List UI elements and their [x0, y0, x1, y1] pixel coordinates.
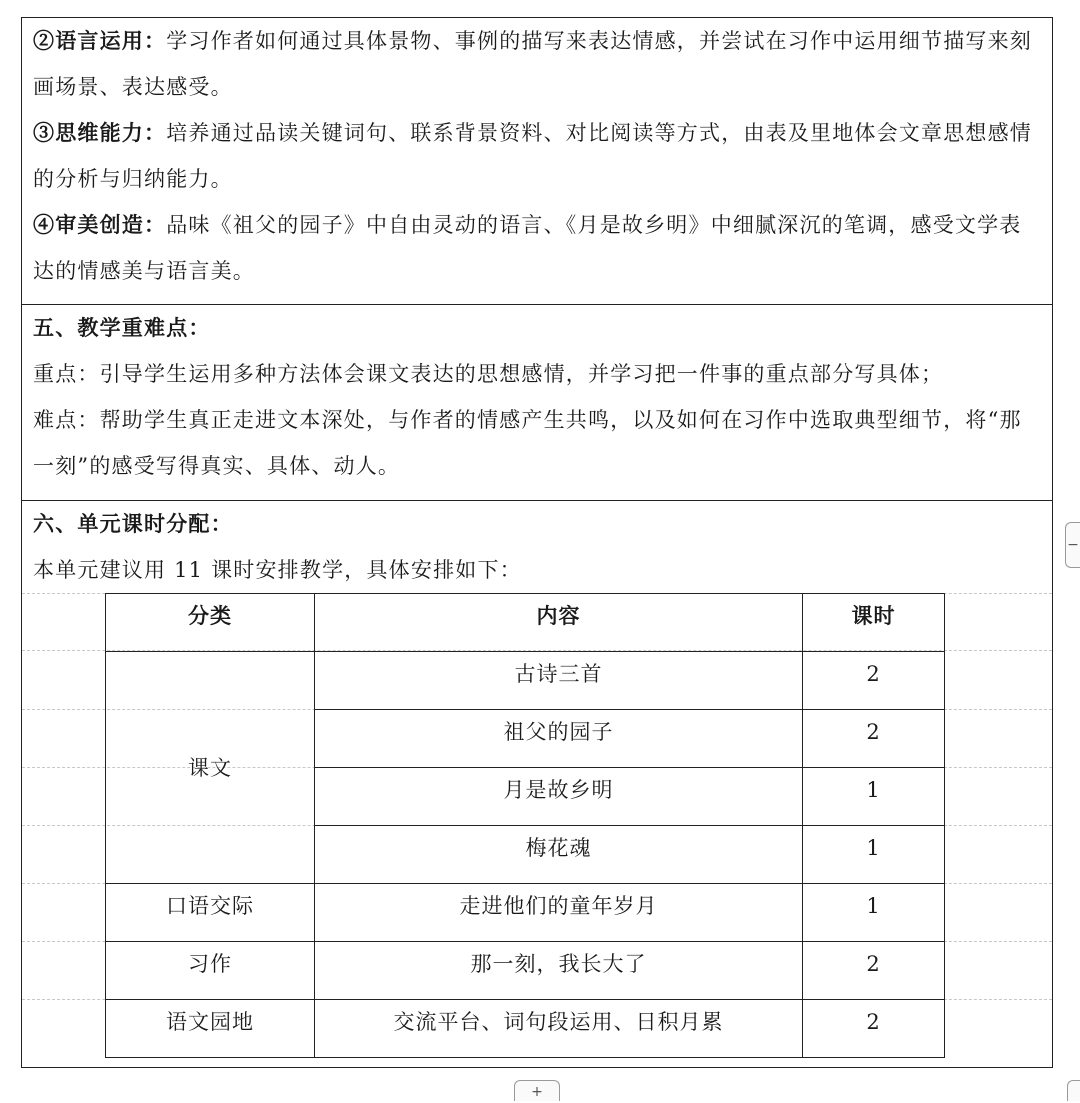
key-point-text: 重点：引导学生运用多种方法体会课文表达的思想感情，并学习把一件事的重点部分写具体； [33, 362, 944, 386]
header-category[interactable]: 分类 [106, 594, 315, 652]
objective-label: ②语言运用： [33, 28, 167, 53]
collapse-handle-icon[interactable]: − [1065, 522, 1080, 568]
table-row [106, 942, 945, 1000]
lesson-plan-table [21, 17, 1053, 1068]
header-content[interactable]: 内容 [315, 594, 803, 652]
hours-cell[interactable]: 2 [803, 710, 945, 768]
category-cell[interactable]: 口语交际 [106, 884, 315, 942]
table-row [106, 1000, 945, 1058]
content-cell[interactable]: 古诗三首 [315, 652, 803, 710]
objective-aesthetic [33, 202, 1041, 294]
content-cell[interactable]: 梅花魂 [315, 826, 803, 884]
hours-cell[interactable]: 2 [803, 942, 945, 1000]
table-row [106, 652, 945, 710]
schedule-intro: 本单元建议用 11 课时安排教学，具体安排如下： [33, 558, 522, 582]
add-row-icon[interactable]: + [514, 1080, 560, 1101]
key-difficult-cell[interactable] [22, 305, 1053, 501]
table-row [106, 884, 945, 942]
hours-cell[interactable]: 1 [803, 826, 945, 884]
header-hours[interactable]: 课时 [803, 594, 945, 652]
category-cell[interactable]: 习作 [106, 942, 315, 1000]
objective-label: ④审美创造： [33, 212, 167, 237]
difficult-point-text: 难点：帮助学生真正走进文本深处，与作者的情感产生共鸣，以及如何在习作中选取典型细节，将“那一刻”的感受写得真实、具体、动人。 [33, 408, 1022, 478]
content-cell[interactable]: 月是故乡明 [315, 768, 803, 826]
schedule-cell[interactable] [22, 501, 1053, 1068]
hours-cell[interactable]: 2 [803, 652, 945, 710]
hours-cell[interactable]: 1 [803, 884, 945, 942]
table-header-row [106, 594, 945, 652]
objective-language [33, 18, 1041, 110]
schedule-table [105, 593, 945, 1058]
schedule-table-wrap [22, 593, 1052, 1058]
content-cell[interactable]: 那一刻，我长大了 [315, 942, 803, 1000]
category-cell[interactable]: 语文园地 [106, 1000, 315, 1058]
section-heading: 六、单元课时分配： [33, 511, 233, 536]
table-corner-handle-icon[interactable] [1067, 1080, 1080, 1101]
objective-label: ③思维能力： [33, 120, 167, 145]
category-cell[interactable]: 课文 [106, 652, 315, 884]
content-cell[interactable]: 交流平台、词句段运用、日积月累 [315, 1000, 803, 1058]
content-cell[interactable]: 走进他们的童年岁月 [315, 884, 803, 942]
objective-text: 学习作者如何通过具体景物、事例的描写来表达情感，并尝试在习作中运用细节描写来刻画场景、表达感受。 [33, 29, 1032, 99]
hours-cell[interactable]: 2 [803, 1000, 945, 1058]
objective-text: 品味《祖父的园子》中自由灵动的语言、《月是故乡明》中细腻深沉的笔调，感受文学表达的情感美与语言美。 [33, 213, 1022, 283]
objectives-cell[interactable] [22, 18, 1053, 305]
objective-thinking [33, 110, 1041, 202]
objective-text: 培养通过品读关键词句、联系背景资料、对比阅读等方式，由表及里地体会文章思想感情的分析与归纳能力。 [33, 121, 1032, 191]
content-cell[interactable]: 祖父的园子 [315, 710, 803, 768]
hours-cell[interactable]: 1 [803, 768, 945, 826]
section-heading: 五、教学重难点： [33, 315, 211, 340]
